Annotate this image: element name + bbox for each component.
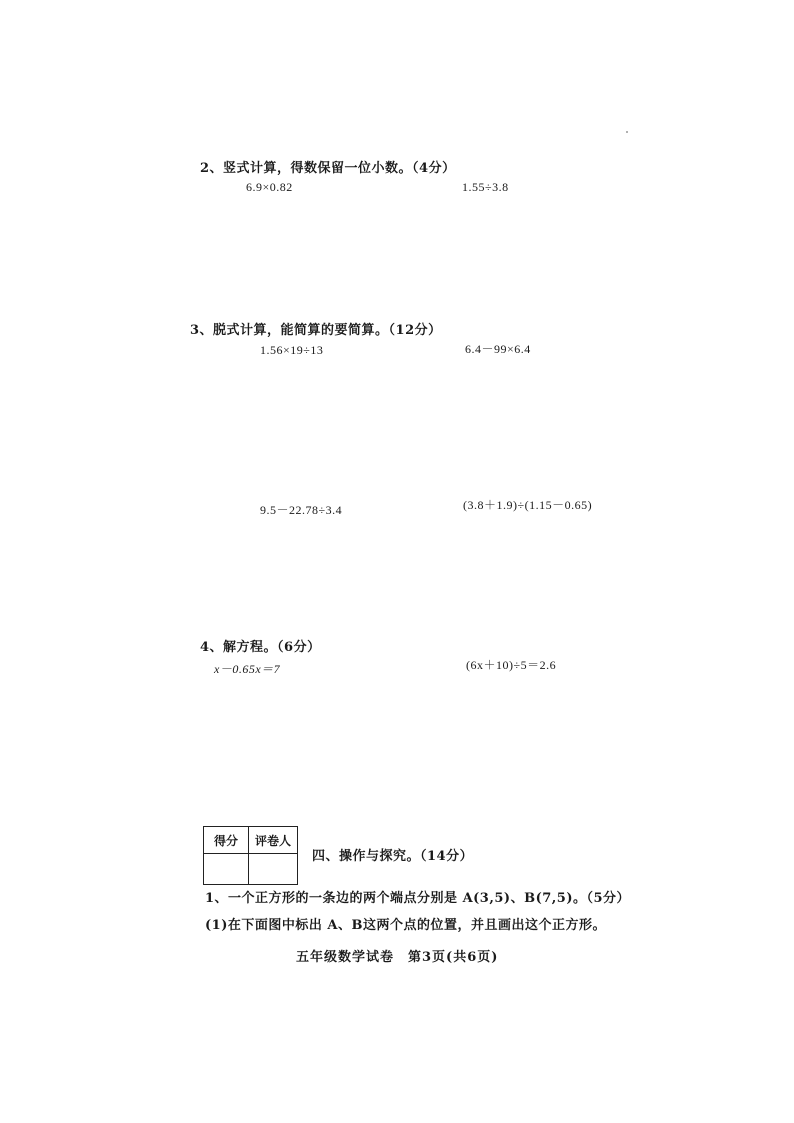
question-4-expr-right: (6x＋10)÷5＝2.6 (466, 658, 557, 672)
section-4-problem-1-part-1: (1)在下面图中标出 A、B这两个点的位置，并且画出这个正方形。 (205, 918, 606, 933)
question-3-expr-1: 1.56×19÷13 (260, 343, 324, 357)
question-3-expr-2: 6.4－99×6.4 (465, 342, 531, 356)
section-4-title: 四、操作与探究。（14分） (312, 849, 474, 864)
question-3-title: 3、脱式计算，能简算的要简算。（12分） (190, 323, 442, 338)
score-box-col-score: 得分 (204, 827, 249, 854)
question-3-expr-3: 9.5－22.78÷3.4 (260, 503, 343, 517)
question-2-expr-right: 1.55÷3.8 (462, 180, 509, 194)
question-2-title: 2、竖式计算，得数保留一位小数。（4分） (200, 161, 456, 176)
question-4-expr-left: x－0.65x＝7 (214, 662, 281, 676)
page-footer: 五年级数学试卷 第3页(共6页) (296, 950, 499, 965)
score-box-grader-cell (249, 854, 298, 885)
section-4-problem-1: 1、一个正方形的一条边的两个端点分别是 A(3,5)、B(7,5)。（5分） (205, 891, 631, 906)
scan-speck (626, 131, 628, 133)
score-box-score-cell (204, 854, 249, 885)
question-3-expr-4: (3.8＋1.9)÷(1.15－0.65) (463, 498, 593, 512)
score-box (203, 826, 298, 885)
question-4-title: 4、解方程。（6分） (200, 640, 321, 655)
question-2-expr-left: 6.9×0.82 (246, 180, 293, 194)
score-box-col-grader: 评卷人 (249, 827, 298, 854)
